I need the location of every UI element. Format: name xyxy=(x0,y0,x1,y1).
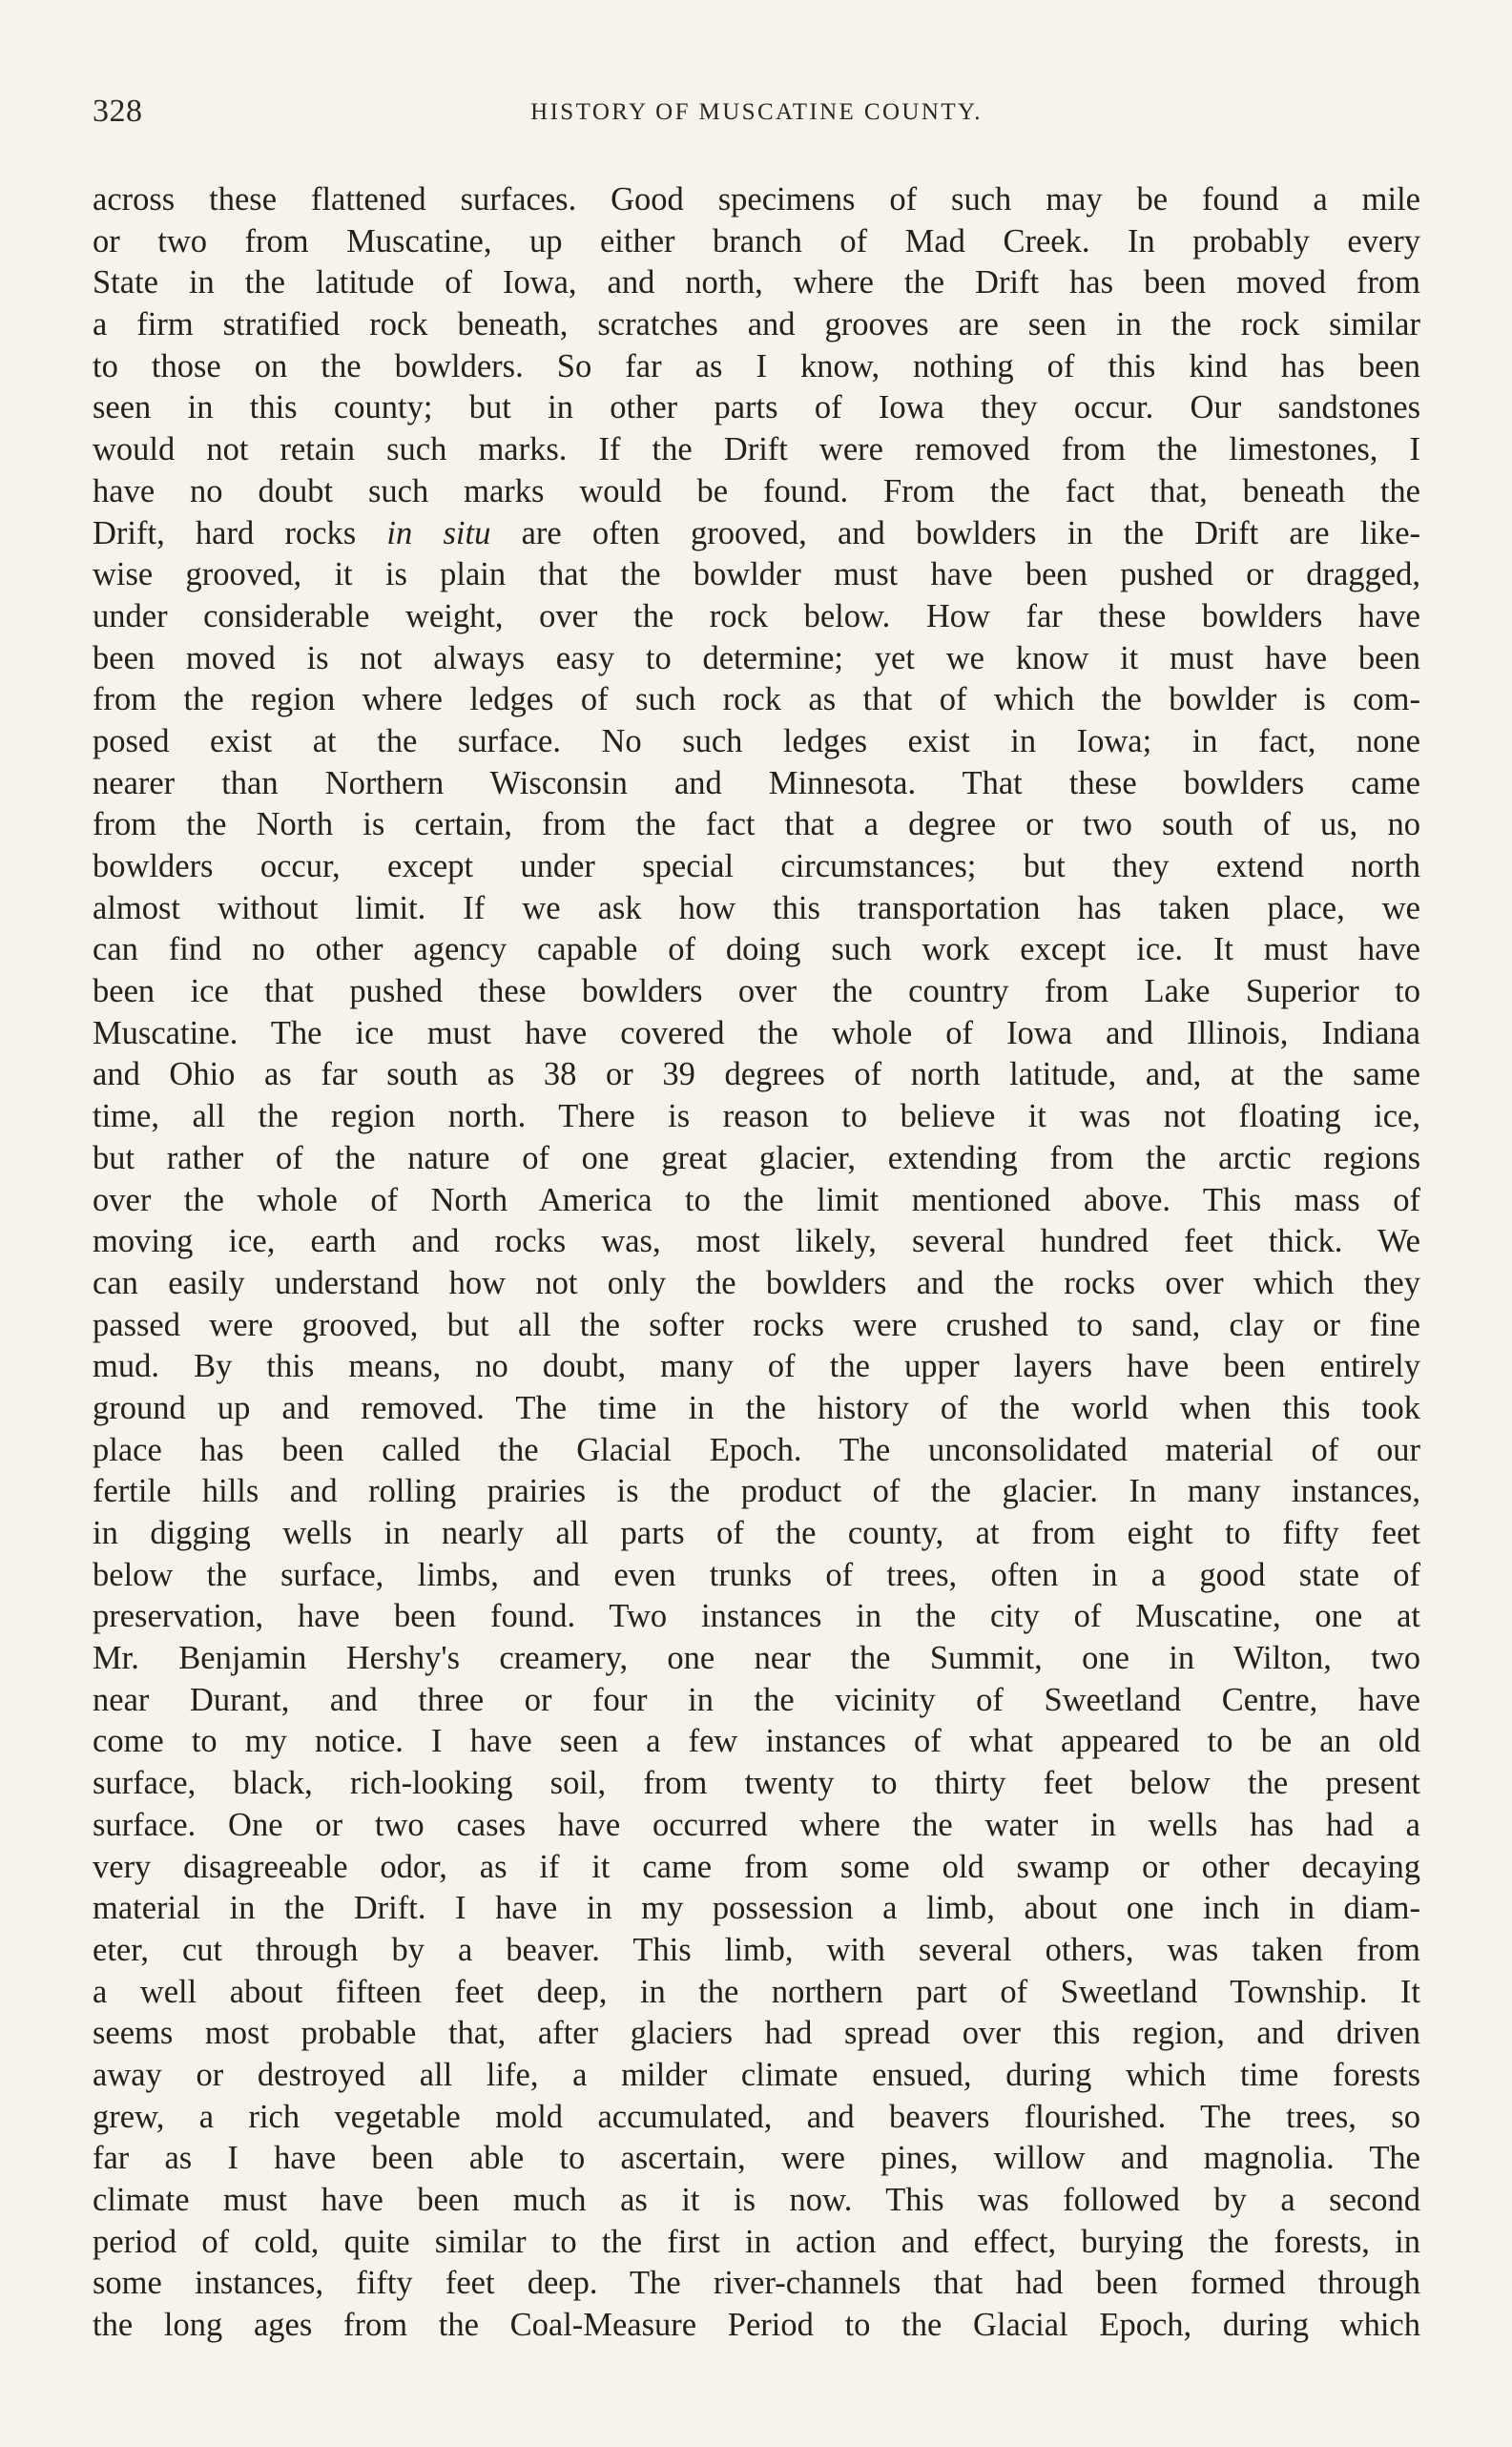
text-line: can find no other agency capable of doing such work except ice. It must have xyxy=(93,931,1420,968)
body-text xyxy=(93,179,1420,2347)
running-title: HISTORY OF MUSCATINE COUNTY. xyxy=(530,99,983,125)
text-line: near Durant, and three or four in the vicinity of Sweetland Centre, have xyxy=(93,1681,1420,1718)
text-line: but rather of the nature of one great glacier, extending from the arctic regions xyxy=(93,1139,1420,1176)
text-line: to those on the bowlders. So far as I know, nothing of this kind has been xyxy=(93,347,1420,384)
text-line: been moved is not always easy to determine; yet we know it must have been xyxy=(93,639,1420,676)
text-line: moving ice, earth and rocks was, most likely, several hundred feet thick. We xyxy=(93,1223,1420,1260)
text-line: a firm stratified rock beneath, scratches and grooves are seen in the rock similar xyxy=(93,306,1420,343)
text-line: bowlders occur, except under special circumstances; but they extend north xyxy=(93,848,1420,884)
text-line: Mr. Benjamin Hershy's creamery, one near the Summit, one in Wilton, two xyxy=(93,1640,1420,1677)
text-line: under considerable weight, over the rock below. How far these bowlders have xyxy=(93,597,1420,634)
text-line: the long ages from the Coal-Measure Period to the Glacial Epoch, during which xyxy=(93,2307,1420,2344)
text-line: time, all the region north. There is reason to believe it was not floating ice, xyxy=(93,1098,1420,1135)
text-line: ground up and removed. The time in the history of the world when this took xyxy=(93,1389,1420,1426)
text-line: away or destroyed all life, a milder climate ensued, during which time forests xyxy=(93,2056,1420,2093)
text-line: nearer than Northern Wisconsin and Minnesota. That these bowlders came xyxy=(93,764,1420,801)
text-line: seems most probable that, after glaciers had spread over this region, and driven xyxy=(93,2015,1420,2052)
text-line: almost without limit. If we ask how this transportation has taken place, we xyxy=(93,889,1420,926)
text-line: seen in this county; but in other parts of Iowa they occur. Our sandstones xyxy=(93,389,1420,426)
text-line: or two from Muscatine, up either branch of Mad Creek. In probably every xyxy=(93,222,1420,259)
text-segment: are often grooved, and bowlders in the Drift are like- xyxy=(490,514,1420,551)
text-line: from the North is certain, from the fact that a degree or two south of us, no xyxy=(93,806,1420,843)
text-line: come to my notice. I have seen a few instances of what appeared to be an old xyxy=(93,1723,1420,1760)
text-line: over the whole of North America to the limit mentioned above. This mass of xyxy=(93,1181,1420,1218)
text-line: climate must have been much as it is now. This was followed by a second xyxy=(93,2182,1420,2218)
text-line: grew, a rich vegetable mold accumulated, and beavers flourished. The trees, so xyxy=(93,2098,1420,2135)
text-line: can easily understand how not only the bowlders and the rocks over which they xyxy=(93,1264,1420,1301)
text-segment: Drift, hard rocks xyxy=(93,514,387,551)
text-line: mud. By this means, no doubt, many of the upper layers have been entirely xyxy=(93,1348,1420,1385)
text-line: passed were grooved, but all the softer rocks were crushed to sand, clay or fine xyxy=(93,1306,1420,1343)
text-line: far as I have been able to ascertain, were pines, willow and magnolia. The xyxy=(93,2140,1420,2177)
page-number: 328 xyxy=(93,93,143,129)
text-line: eter, cut through by a beaver. This limb, with several others, was taken from xyxy=(93,1931,1420,1968)
text-line xyxy=(93,513,1420,555)
text-line: posed exist at the surface. No such ledges exist in Iowa; in fact, none xyxy=(93,722,1420,759)
text-line: period of cold, quite similar to the first in action and effect, burying the forests, in xyxy=(93,2223,1420,2260)
page-header xyxy=(93,93,1420,135)
text-line: from the region where ledges of such rock as that of which the bowlder is com- xyxy=(93,681,1420,718)
text-line: wise grooved, it is plain that the bowlder must have been pushed or dragged, xyxy=(93,556,1420,593)
text-line: material in the Drift. I have in my possession a limb, about one inch in diam- xyxy=(93,1890,1420,1927)
text-line: below the surface, limbs, and even trunks of trees, often in a good state of xyxy=(93,1556,1420,1593)
text-line: have no doubt such marks would be found. From the fact that, beneath the xyxy=(93,472,1420,509)
text-line: Muscatine. The ice must have covered the whole of Iowa and Illinois, Indiana xyxy=(93,1014,1420,1051)
text-line: in digging wells in nearly all parts of the county, at from eight to fifty feet xyxy=(93,1515,1420,1551)
text-line: very disagreeable odor, as if it came from some old swamp or other decaying xyxy=(93,1848,1420,1885)
text-line: been ice that pushed these bowlders over the country from Lake Superior to xyxy=(93,973,1420,1010)
text-line: fertile hills and rolling prairies is the product of the glacier. In many instances, xyxy=(93,1473,1420,1510)
text-line: across these flattened surfaces. Good specimens of such may be found a mile xyxy=(93,181,1420,218)
text-line: a well about fifteen feet deep, in the northern part of Sweetland Township. It xyxy=(93,1973,1420,2010)
text-line: place has been called the Glacial Epoch. The unconsolidated material of our xyxy=(93,1431,1420,1468)
text-line: surface, black, rich-looking soil, from twenty to thirty feet below the present xyxy=(93,1765,1420,1802)
text-line: some instances, fifty feet deep. The river-channels that had been formed through xyxy=(93,2265,1420,2302)
text-line: preservation, have been found. Two instances in the city of Muscatine, one at xyxy=(93,1598,1420,1635)
italic-latin-term: in situ xyxy=(386,514,491,551)
text-line: State in the latitude of Iowa, and north, where the Drift has been moved from xyxy=(93,264,1420,301)
text-line: surface. One or two cases have occurred where the water in wells has had a xyxy=(93,1806,1420,1843)
text-line: would not retain such marks. If the Drift were removed from the limestones, I xyxy=(93,431,1420,468)
text-line: and Ohio as far south as 38 or 39 degrees of north latitude, and, at the same xyxy=(93,1056,1420,1093)
